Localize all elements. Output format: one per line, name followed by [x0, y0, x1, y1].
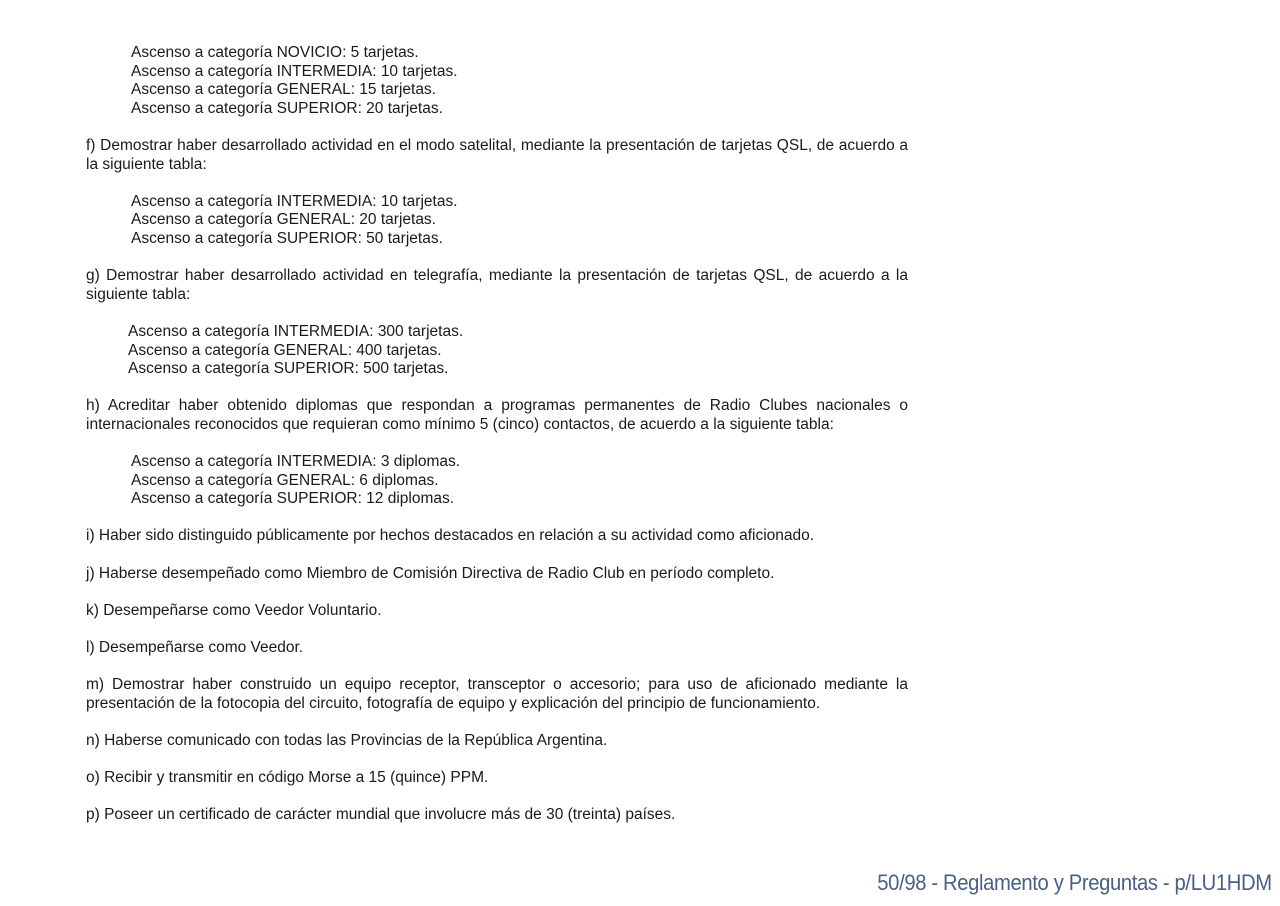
list-item: Ascenso a categoría INTERMEDIA: 10 tarjetas. — [131, 62, 458, 80]
paragraph-k: k) Desempeñarse como Veedor Voluntario. — [86, 601, 382, 619]
list-item: Ascenso a categoría GENERAL: 15 tarjetas. — [131, 81, 436, 99]
paragraph-f: f) Demostrar haber desarrollado actividad en el modo satelital, mediante la presentación de tarjetas QSL, de acuerdo a la siguiente tabla: — [86, 136, 908, 173]
list-item: Ascenso a categoría INTERMEDIA: 10 tarjetas. — [131, 192, 458, 210]
paragraph-g: g) Demostrar haber desarrollado actividad en telegrafía, mediante la presentación de tarjetas QSL, de acuerdo a la siguiente tabla: — [86, 267, 908, 303]
list-item: Ascenso a categoría SUPERIOR: 12 diplomas. — [131, 490, 455, 508]
category-list-f — [86, 193, 908, 249]
paragraph-i: i) Haber sido distinguido públicamente por hechos destacados en relación a su actividad como aficionado. — [86, 527, 815, 545]
list-item: Ascenso a categoría INTERMEDIA: 3 diplomas. — [131, 453, 461, 471]
list-item: Ascenso a categoría INTERMEDIA: 300 tarjetas. — [128, 322, 464, 340]
page-footer: 50/98 - Reglamento y Preguntas - p/LU1HDM — [877, 870, 1272, 895]
list-item: Ascenso a categoría GENERAL: 400 tarjetas. — [128, 341, 442, 359]
paragraph-n: n) Haberse comunicado con todas las Provincias de la República Argentina. — [86, 731, 608, 749]
paragraph-m: m) Demostrar haber construido un equipo receptor, transceptor o accesorio; para uso de aficionado mediante la presentación de la fotocopia del circuito, fotografía de equipo y explicación del principio de funcionamiento. — [86, 676, 908, 712]
category-list-h — [86, 453, 908, 509]
category-list-top — [86, 44, 908, 118]
list-item: Ascenso a categoría NOVICIO: 5 tarjetas. — [131, 44, 419, 61]
paragraph-l: l) Desempeñarse como Veedor. — [86, 639, 304, 656]
list-item: Ascenso a categoría GENERAL: 6 diplomas. — [131, 471, 439, 489]
paragraph-h: h) Acreditar haber obtenido diplomas que respondan a programas permanentes de Radio Clubes nacionales o internacionales reconocidos que requieran como mínimo 5 (cinco) contactos, de acuerdo a la siguiente tabla: — [86, 397, 908, 433]
category-list-g — [86, 323, 908, 379]
document-body — [86, 44, 908, 825]
paragraph-o: o) Recibir y transmitir en código Morse a 15 (quince) PPM. — [86, 769, 489, 787]
list-item: Ascenso a categoría SUPERIOR: 50 tarjetas. — [131, 229, 443, 247]
list-item: Ascenso a categoría SUPERIOR: 500 tarjetas. — [128, 360, 449, 378]
paragraph-j: j) Haberse desempeñado como Miembro de Comisión Directiva de Radio Club en período completo. — [86, 564, 775, 582]
list-item: Ascenso a categoría SUPERIOR: 20 tarjetas. — [131, 99, 443, 117]
list-item: Ascenso a categoría GENERAL: 20 tarjetas. — [131, 211, 436, 229]
paragraph-p: p) Poseer un certificado de carácter mundial que involucre más de 30 (treinta) países. — [86, 806, 676, 824]
